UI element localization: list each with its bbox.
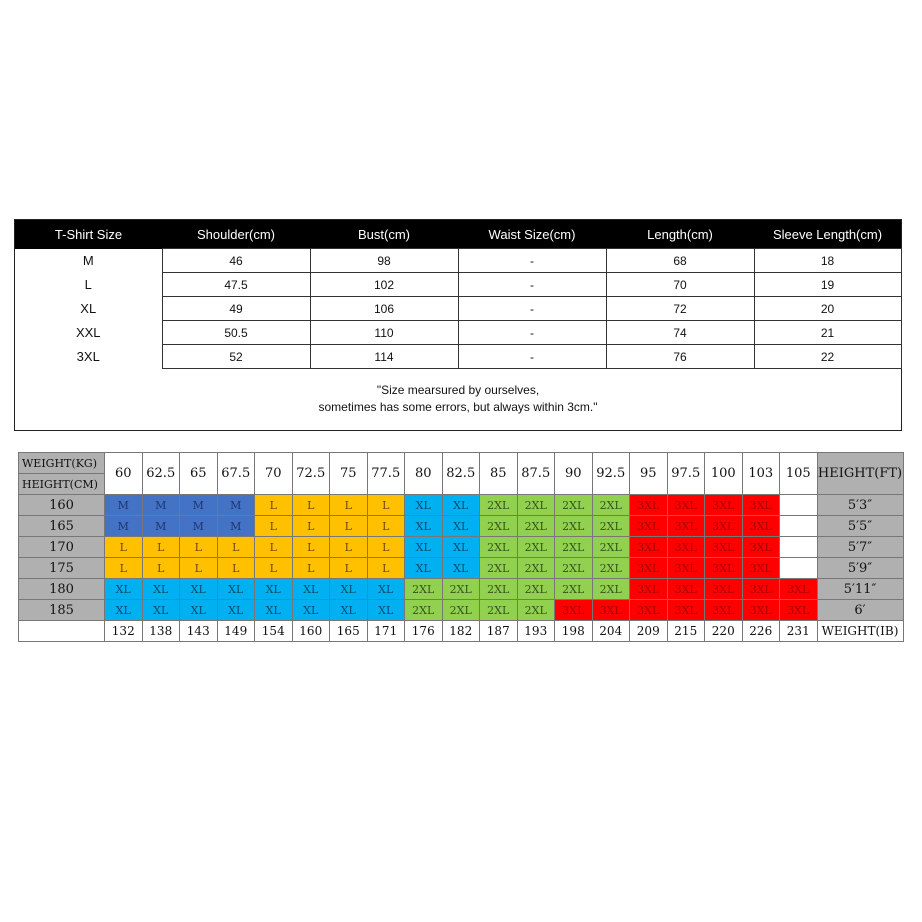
size-cell: 3XL: [742, 495, 780, 516]
size-cell: XL: [442, 495, 480, 516]
header-tshirt-size: T-Shirt Size: [15, 220, 162, 249]
size-table-header-row: [15, 220, 901, 249]
size-cell: XL: [442, 558, 480, 579]
weight-lb-label: WEIGHT(IB): [817, 621, 903, 642]
size-cell: L: [292, 537, 330, 558]
cell-bust: 106: [310, 297, 458, 321]
size-cell: L: [217, 537, 255, 558]
size-cell: 3XL: [705, 495, 743, 516]
size-cell: 3XL: [630, 579, 668, 600]
size-cell: XL: [217, 579, 255, 600]
height-cm-value: 170: [19, 537, 105, 558]
size-cell: XL: [405, 495, 443, 516]
cell-size: M: [82, 253, 94, 268]
size-cell: 3XL: [705, 558, 743, 579]
size-table-row: [15, 321, 901, 345]
size-cell: 3XL: [742, 558, 780, 579]
weight-lb-value: 154: [255, 621, 293, 642]
size-cell: 3XL: [667, 495, 705, 516]
fit-row: [19, 579, 904, 600]
size-cell: XL: [255, 600, 293, 621]
size-cell: 2XL: [555, 558, 593, 579]
cell-sleeve: 19: [754, 273, 901, 297]
size-cell: L: [255, 516, 293, 537]
size-cell: 2XL: [517, 558, 555, 579]
size-table-row: [15, 345, 901, 369]
weight-kg-value: 60: [105, 453, 143, 495]
size-cell: L: [255, 495, 293, 516]
weight-kg-value: 90: [555, 453, 593, 495]
size-cell: 2XL: [517, 516, 555, 537]
size-cell: 3XL: [555, 600, 593, 621]
size-cell: 2XL: [517, 579, 555, 600]
size-cell: L: [292, 495, 330, 516]
size-cell: 3XL: [742, 537, 780, 558]
size-cell: L: [105, 558, 143, 579]
size-cell: 2XL: [517, 537, 555, 558]
weight-lb-value: 226: [742, 621, 780, 642]
cell-bust: 102: [310, 273, 458, 297]
cell-shoulder: 46: [162, 249, 310, 273]
header-shoulder: Shoulder(cm): [162, 220, 310, 249]
cell-length: 76: [606, 345, 754, 369]
size-cell: L: [142, 537, 180, 558]
size-cell: XL: [405, 516, 443, 537]
size-cell: [780, 495, 818, 516]
weight-lb-value: 143: [180, 621, 218, 642]
size-cell: M: [142, 516, 180, 537]
height-ft-value: 5′11″: [817, 579, 903, 600]
size-cell: XL: [105, 579, 143, 600]
size-cell: XL: [292, 600, 330, 621]
cell-length: 68: [606, 249, 754, 273]
size-cell: [780, 516, 818, 537]
size-cell: L: [180, 537, 218, 558]
size-cell: XL: [367, 579, 405, 600]
weight-kg-value: 87.5: [517, 453, 555, 495]
size-cell: L: [330, 558, 368, 579]
weight-lb-value: 182: [442, 621, 480, 642]
size-cell: 2XL: [480, 516, 518, 537]
weight-kg-value: 82.5: [442, 453, 480, 495]
cell-shoulder: 47.5: [162, 273, 310, 297]
size-cell: 3XL: [630, 600, 668, 621]
size-cell: 3XL: [705, 600, 743, 621]
cell-bust: 98: [310, 249, 458, 273]
cell-length: 74: [606, 321, 754, 345]
size-cell: 3XL: [742, 579, 780, 600]
fit-row: [19, 495, 904, 516]
header-bust: Bust(cm): [310, 220, 458, 249]
size-cell: 2XL: [480, 600, 518, 621]
size-cell: 2XL: [405, 600, 443, 621]
weight-lb-value: 198: [555, 621, 593, 642]
size-recommendation-table: [18, 452, 904, 642]
size-cell: 2XL: [555, 579, 593, 600]
cell-sleeve: 21: [754, 321, 901, 345]
cell-length: 70: [606, 273, 754, 297]
weight-lb-value: 138: [142, 621, 180, 642]
weight-kg-value: 72.5: [292, 453, 330, 495]
weight-kg-value: 85: [480, 453, 518, 495]
cell-shoulder: 52: [162, 345, 310, 369]
size-cell: XL: [292, 579, 330, 600]
size-cell: M: [142, 495, 180, 516]
size-cell: L: [330, 537, 368, 558]
weight-kg-row: [19, 453, 904, 474]
size-cell: 2XL: [555, 516, 593, 537]
size-cell: M: [217, 495, 255, 516]
height-cm-label: HEIGHT(CM): [19, 474, 105, 495]
size-chart: [14, 219, 902, 431]
size-cell: XL: [330, 600, 368, 621]
size-measurement-table: [15, 220, 902, 369]
cell-bust: 110: [310, 321, 458, 345]
size-cell: 3XL: [742, 516, 780, 537]
weight-kg-value: 70: [255, 453, 293, 495]
cell-size: XXL: [75, 325, 101, 340]
size-cell: 2XL: [555, 537, 593, 558]
size-cell: L: [292, 558, 330, 579]
size-cell: XL: [405, 537, 443, 558]
size-cell: 2XL: [592, 495, 630, 516]
cell-waist: -: [458, 297, 606, 321]
size-cell: 2XL: [442, 600, 480, 621]
size-cell: M: [105, 495, 143, 516]
cell-sleeve: 22: [754, 345, 901, 369]
height-cm-value: 165: [19, 516, 105, 537]
cell-waist: -: [458, 249, 606, 273]
size-cell: L: [217, 558, 255, 579]
size-cell: L: [105, 537, 143, 558]
weight-lb-value: 132: [105, 621, 143, 642]
size-cell: [780, 537, 818, 558]
size-cell: L: [142, 558, 180, 579]
weight-lb-value: 149: [217, 621, 255, 642]
size-cell: 3XL: [630, 558, 668, 579]
size-cell: 3XL: [630, 516, 668, 537]
height-ft-label: HEIGHT(FT): [817, 453, 903, 495]
size-cell: XL: [142, 579, 180, 600]
size-table-row: [15, 249, 901, 273]
size-cell: 3XL: [630, 495, 668, 516]
size-note-line-2: sometimes has some errors, but always within 3cm.": [318, 400, 598, 414]
height-ft-value: 6′: [817, 600, 903, 621]
weight-lb-value: 171: [367, 621, 405, 642]
weight-lb-value: 231: [780, 621, 818, 642]
weight-kg-value: 77.5: [367, 453, 405, 495]
size-cell: 3XL: [742, 600, 780, 621]
size-cell: 2XL: [592, 537, 630, 558]
size-cell: 2XL: [480, 537, 518, 558]
cell-shoulder: 50.5: [162, 321, 310, 345]
size-cell: L: [367, 537, 405, 558]
size-cell: 2XL: [592, 516, 630, 537]
size-cell: 2XL: [480, 579, 518, 600]
size-cell: XL: [442, 537, 480, 558]
weight-kg-value: 95: [630, 453, 668, 495]
weight-lb-blank: [19, 621, 105, 642]
header-sleeve-length: Sleeve Length(cm): [754, 220, 901, 249]
size-cell: 3XL: [705, 579, 743, 600]
size-cell: XL: [105, 600, 143, 621]
size-cell: 3XL: [630, 537, 668, 558]
cell-waist: -: [458, 273, 606, 297]
weight-lb-value: 187: [480, 621, 518, 642]
size-cell: 2XL: [405, 579, 443, 600]
cell-size: 3XL: [76, 349, 100, 364]
weight-lb-row: [19, 621, 904, 642]
weight-lb-value: 220: [705, 621, 743, 642]
height-ft-value: 5′3″: [817, 495, 903, 516]
cell-waist: -: [458, 345, 606, 369]
cell-bust: 114: [310, 345, 458, 369]
weight-lb-value: 193: [517, 621, 555, 642]
size-cell: L: [330, 495, 368, 516]
size-cell: 2XL: [442, 579, 480, 600]
size-cell: 2XL: [555, 495, 593, 516]
fit-row: [19, 516, 904, 537]
weight-lb-value: 176: [405, 621, 443, 642]
size-cell: M: [180, 516, 218, 537]
size-cell: XL: [405, 558, 443, 579]
size-cell: L: [255, 558, 293, 579]
cell-waist: -: [458, 321, 606, 345]
size-cell: XL: [330, 579, 368, 600]
size-cell: 3XL: [667, 558, 705, 579]
weight-kg-value: 62.5: [142, 453, 180, 495]
size-cell: L: [367, 495, 405, 516]
size-cell: 2XL: [480, 558, 518, 579]
size-cell: M: [217, 516, 255, 537]
fit-row: [19, 600, 904, 621]
size-cell: XL: [442, 516, 480, 537]
size-cell: 3XL: [592, 600, 630, 621]
size-cell: 3XL: [780, 579, 818, 600]
cell-length: 72: [606, 297, 754, 321]
weight-kg-value: 105: [780, 453, 818, 495]
size-cell: 2XL: [480, 495, 518, 516]
height-ft-value: 5′5″: [817, 516, 903, 537]
size-cell: 2XL: [517, 600, 555, 621]
size-cell: L: [367, 558, 405, 579]
size-note-line-1: "Size mearsured by ourselves,: [376, 383, 540, 397]
cell-sleeve: 18: [754, 249, 901, 273]
size-cell: [780, 558, 818, 579]
size-cell: 3XL: [667, 579, 705, 600]
size-cell: L: [330, 516, 368, 537]
weight-kg-value: 75: [330, 453, 368, 495]
size-cell: 3XL: [667, 516, 705, 537]
height-cm-value: 185: [19, 600, 105, 621]
header-length: Length(cm): [606, 220, 754, 249]
size-cell: 2XL: [517, 495, 555, 516]
header-waist: Waist Size(cm): [458, 220, 606, 249]
cell-shoulder: 49: [162, 297, 310, 321]
cell-sleeve: 20: [754, 297, 901, 321]
size-cell: XL: [367, 600, 405, 621]
size-cell: L: [255, 537, 293, 558]
fit-row: [19, 558, 904, 579]
size-cell: 3XL: [667, 600, 705, 621]
size-cell: XL: [142, 600, 180, 621]
weight-lb-value: 165: [330, 621, 368, 642]
size-cell: M: [180, 495, 218, 516]
weight-lb-value: 160: [292, 621, 330, 642]
weight-kg-value: 100: [705, 453, 743, 495]
height-cm-value: 175: [19, 558, 105, 579]
size-cell: XL: [180, 600, 218, 621]
size-cell: 3XL: [667, 537, 705, 558]
cell-size: XL: [80, 301, 97, 316]
size-cell: XL: [255, 579, 293, 600]
size-cell: 2XL: [592, 579, 630, 600]
size-note: [15, 382, 901, 416]
weight-kg-value: 67.5: [217, 453, 255, 495]
height-ft-value: 5′7″: [817, 537, 903, 558]
size-cell: 3XL: [705, 537, 743, 558]
height-cm-value: 160: [19, 495, 105, 516]
size-cell: 3XL: [705, 516, 743, 537]
height-ft-value: 5′9″: [817, 558, 903, 579]
fit-row: [19, 537, 904, 558]
size-cell: M: [105, 516, 143, 537]
size-cell: XL: [217, 600, 255, 621]
size-table-row: [15, 273, 901, 297]
weight-kg-value: 65: [180, 453, 218, 495]
weight-lb-value: 209: [630, 621, 668, 642]
size-cell: L: [292, 516, 330, 537]
size-cell: L: [367, 516, 405, 537]
weight-kg-value: 92.5: [592, 453, 630, 495]
size-cell: 3XL: [780, 600, 818, 621]
weight-kg-value: 80: [405, 453, 443, 495]
size-cell: 2XL: [592, 558, 630, 579]
size-cell: XL: [180, 579, 218, 600]
size-cell: L: [180, 558, 218, 579]
height-cm-value: 180: [19, 579, 105, 600]
weight-kg-value: 103: [742, 453, 780, 495]
weight-kg-label: WEIGHT(KG): [19, 453, 105, 474]
weight-lb-value: 204: [592, 621, 630, 642]
size-table-row: [15, 297, 901, 321]
weight-lb-value: 215: [667, 621, 705, 642]
weight-kg-value: 97.5: [667, 453, 705, 495]
cell-size: L: [84, 277, 92, 292]
